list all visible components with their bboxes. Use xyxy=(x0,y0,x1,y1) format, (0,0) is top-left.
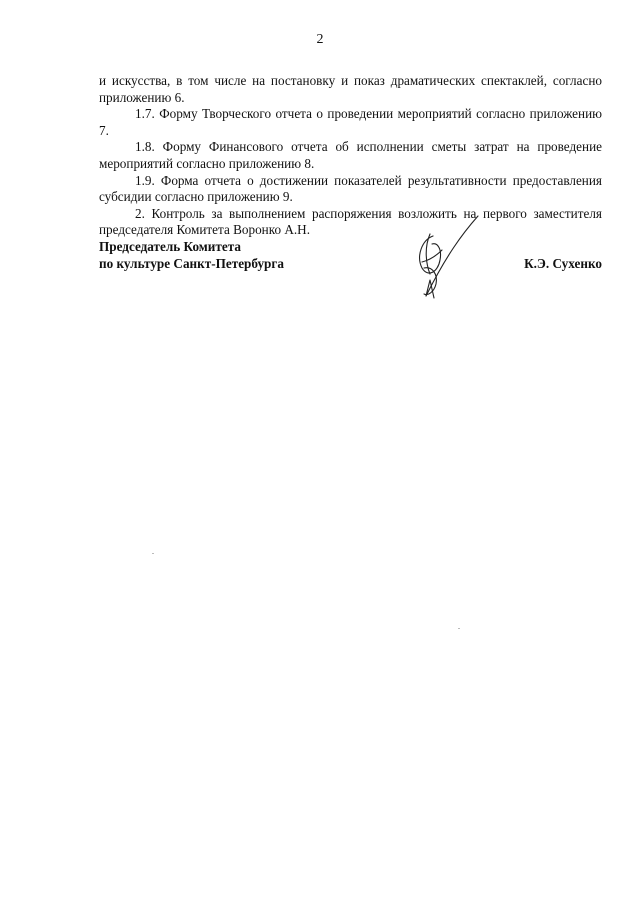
signatory-name: К.Э. Сухенко xyxy=(524,256,602,271)
paragraph-item-1-8: 1.8. Форму Финансового отчета об исполнении сметы затрат на проведение мероприятий согласно приложению 8. xyxy=(99,139,602,171)
paragraph-item-1-7: 1.7. Форму Творческого отчета о проведении мероприятий согласно приложению 7. xyxy=(99,106,602,138)
handwritten-signature xyxy=(402,212,492,302)
scan-speck xyxy=(152,553,154,554)
paragraph-item-1-9: 1.9. Форма отчета о достижении показателей результативности предоставления субсидии согласно приложению 9. xyxy=(99,172,602,205)
signatory-title-line-1: Председатель Комитета xyxy=(99,239,241,254)
document-body xyxy=(99,73,602,239)
page-number: 2 xyxy=(316,32,324,47)
paragraph-continuation: и искусства, в том числе на постановку и показ драматических спектаклей, согласно приложению 6. xyxy=(99,73,602,105)
paragraph-item-2: 2. Контроль за выполнением распоряжения возложить на первого заместителя председателя Комитета Воронко А.Н. xyxy=(99,205,602,238)
scan-speck xyxy=(458,628,460,629)
signatory-title xyxy=(99,238,284,272)
signatory-title-line-2: по культуре Санкт-Петербурга xyxy=(99,256,284,271)
